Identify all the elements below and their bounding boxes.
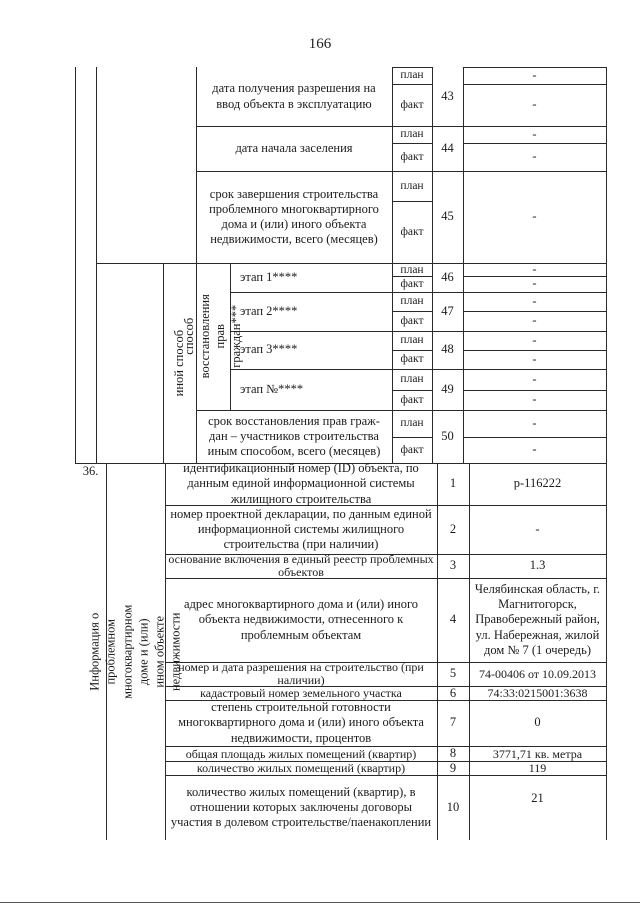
stage-label: этап №****: [240, 381, 304, 396]
row-label: количество жилых помещений (квартир), в отношении которых заключены договоры участия в долевом строительстве/паенакоплении: [170, 784, 432, 830]
fact-label: факт: [400, 150, 424, 163]
row-number: 10: [446, 799, 460, 814]
fact-label: факт: [400, 98, 424, 111]
row-value: 74:33:0215001:3638: [487, 686, 588, 700]
fact-label: факт: [400, 314, 424, 327]
stage-label: этап 3****: [240, 342, 298, 357]
row-value: 74-00406 от 10.09.2013: [478, 666, 597, 681]
other-method-label: иной способ: [172, 329, 187, 397]
row-label: дата начала заселения: [235, 140, 353, 155]
row-number: 47: [441, 303, 454, 318]
row-number: 9: [449, 760, 457, 775]
plan-label: план: [400, 128, 424, 141]
row-label: срок завершения строительства проблемного многоквартирного дома и (или) иного объекта недвижимости, всего (месяцев): [209, 186, 379, 247]
row-number: 46: [441, 269, 454, 284]
stage-label: этап 2****: [240, 303, 298, 318]
row-number: 6: [449, 685, 457, 700]
row-label: номер и дата разрешения на строительство (при наличии): [178, 659, 424, 687]
fact-value: -: [532, 392, 537, 407]
plan-label: план: [400, 295, 424, 308]
row-value: Челябинская область, г. Магнитогорск, Правобережный район, ул. Набережная, жилой дом № 7 (1 очередь): [474, 581, 601, 657]
row-value: 3771,71 кв. метра: [492, 746, 583, 761]
row-label: идентификационный номер (ID) объекта, по данным единой информационной системы жилищного строительства: [183, 461, 419, 506]
plan-label: план: [400, 179, 424, 192]
plan-value: -: [532, 332, 537, 347]
row-number: 50: [441, 428, 454, 443]
row-number: 45: [441, 209, 454, 224]
section-vertical-title: Информация о проблемном многоквартирном доме и (или) ином объекте недвижимости: [87, 604, 184, 699]
row-number: 7: [449, 715, 457, 730]
row-number: 8: [449, 746, 457, 761]
plan-label: план: [400, 373, 424, 386]
row-number: 43: [441, 88, 454, 103]
row-value: -: [532, 209, 537, 224]
plan-value: -: [532, 371, 537, 386]
plan-label: план: [400, 334, 424, 347]
fact-value: -: [532, 276, 537, 291]
row-number: 2: [449, 521, 457, 536]
plan-value: -: [532, 293, 537, 308]
fact-value: -: [532, 351, 537, 366]
row-label: номер проектной декларации, по данным единой информационной системы жилищного строительства (при наличии): [170, 506, 432, 552]
row-label: срок восстановления прав граж-дан – участников строительства иным способом, всего (месяцев): [207, 413, 381, 459]
row-number: 4: [449, 612, 457, 627]
row-label: кадастровый номер земельного участка: [200, 686, 402, 700]
section-number: 36.: [82, 464, 99, 479]
row-label: основание включения в единый реестр проблемных объектов: [168, 551, 434, 579]
fact-label: факт: [400, 353, 424, 366]
fact-value: -: [532, 149, 537, 164]
fact-value: -: [532, 97, 537, 112]
row-label: адрес многоквартирного дома и (или) иного объекта недвижимости, отнесенного к проблемным объектам: [183, 597, 419, 642]
row-number: 1: [449, 476, 457, 491]
page-bottom-rule: [0, 902, 640, 903]
row-value: -: [535, 521, 540, 536]
stage-label: этап 1****: [240, 269, 298, 284]
plan-value: -: [532, 415, 537, 430]
plan-label: план: [400, 263, 424, 276]
row-label: степень строительной готовности многоквартирного дома и (или) иного объекта недвижимости, процентов: [178, 700, 424, 745]
row-value: р-116222: [513, 476, 562, 491]
plan-value: -: [532, 261, 537, 276]
fact-label: факт: [400, 393, 424, 406]
row-number: 44: [441, 140, 454, 155]
plan-label: план: [400, 69, 424, 82]
fact-label: факт: [400, 277, 424, 290]
fact-value: -: [532, 313, 537, 328]
plan-value: -: [532, 126, 537, 141]
row-value: 119: [528, 761, 547, 775]
row-value: 0: [534, 715, 541, 730]
row-value: 1.3: [529, 558, 546, 573]
fact-label: факт: [400, 225, 424, 238]
fact-value: -: [532, 442, 537, 457]
plan-value: -: [532, 67, 537, 82]
row-label: дата получения разрешения на ввод объекта в эксплуатацию: [212, 81, 376, 111]
fact-label: факт: [400, 443, 424, 456]
restoration-method-label: способ восстановления прав граждан***: [181, 294, 243, 379]
row-label: количество жилых помещений (квартир): [196, 761, 406, 775]
page-number: 166: [308, 36, 332, 52]
plan-label: план: [400, 417, 424, 430]
row-label: общая площадь жилых помещений (квартир): [185, 746, 417, 761]
row-value: 21: [531, 791, 544, 805]
row-number: 49: [441, 381, 454, 396]
row-number: 3: [449, 558, 457, 573]
row-number: 48: [441, 342, 454, 357]
row-number: 5: [449, 666, 457, 681]
